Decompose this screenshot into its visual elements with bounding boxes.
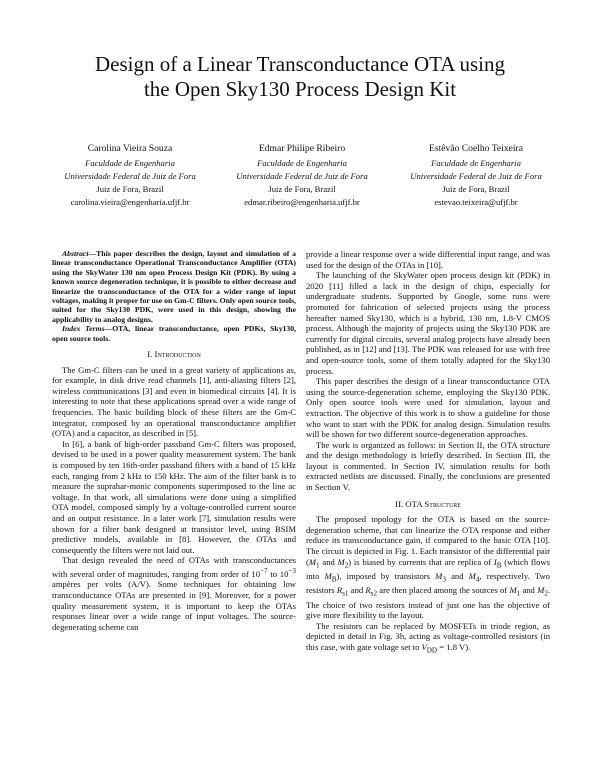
math-subscript: 4 xyxy=(475,575,480,584)
author-name: Estêvão Coelho Teixeira xyxy=(429,143,523,154)
intro-paragraph-6: The work is organized as follows: in Section II, the OTA structure and the design methodology is briefly described. In Section III, the layout is commented. In Section IV, simulation results for both extracted netlists are discussed. Finally, the conclusions are presented in Section V. xyxy=(306,439,550,493)
text-span: and xyxy=(348,585,366,596)
math-symbol: M xyxy=(308,556,317,567)
author-univ: Universidade Federal de Juiz de Fora xyxy=(236,171,368,181)
title-line-2: the Open Sky130 Process Design Kit xyxy=(143,77,457,101)
text-span: , respectively. Two resistors xyxy=(306,570,550,596)
math-subscript: 2 xyxy=(344,561,349,570)
intro-paragraph-2: In [6], a bank of high-order passband Gm-C filters was proposed, devised to be used in a power quality measurement system. The bank is composed by ten 16th-order passband filters with a band of 15 kHz each, ranging from 2 kHz to 150 kHz. The aim of the filter bank is to measure the suprahar-monic components superimposed to the line ac voltage. In that work, all simulations were done using a simplified OTA model, composed simply by a voltage-controlled current source and an output resistance. In a later work [7], simulation results were shown for a filter bank designed at transistor level, using BSIM predictive models, available in [8]. However, the OTAs and consequently the filters were not laid out. xyxy=(52,438,296,555)
text-span: That design revealed the need of OTAs with transconductances with several order of magnitudes, ranging from order of 10 xyxy=(52,555,296,579)
text-span: and xyxy=(319,556,338,567)
abstract-text: —This paper describes the design, layout and simulation of a linear transconductance Operational Transconductance Amplifier (OTA) using the SkyWater 130 nm open Process Design Kit (PDK). By using a known source degeneration technique, it is possible to either decrease and linearize the transconductance of the OTA for a wider range of input voltages, making it proper for use on Gm-C filters. Only open source tools, suited for the Sky130 PDK, were used in this design, showing the applicability to analog designs. xyxy=(52,249,296,324)
math-symbol: M xyxy=(468,570,476,581)
math-symbol: R xyxy=(365,585,371,596)
math-symbol: M xyxy=(537,585,545,596)
math-symbol: V xyxy=(421,641,427,652)
math-subscript: 1 xyxy=(316,561,320,570)
math-symbol: M xyxy=(435,570,443,581)
index-terms xyxy=(52,324,296,343)
math-subscript: s2 xyxy=(370,589,378,598)
text-span: The proposed topology for the OTA is based on the source-degeneration scheme, that can linearize the OTA response and either reduce its transconductance gain, if compared to the basic OTA [10]. The circuit is depicted in Fig. 1. Each transistor of the differential pair ( xyxy=(306,514,550,567)
math-subscript: 1 xyxy=(516,589,521,598)
abstract xyxy=(52,249,296,324)
text-span: ampères per volts (A/V). Some techniques for obtaining low transconductance OTAs are presented in [9]. Moreover, for a power quality measurement system, it is important to keep the OTAs responses linear over a wide range of input voltages. The source-degenerating scheme can xyxy=(52,579,296,632)
author-email: carolina.vieira@engenharia.ufjf.br xyxy=(70,197,190,207)
author-dept: Faculdade de Engenharia xyxy=(431,158,521,168)
index-terms-text: —OTA, linear transconductance, open PDKs, Sky130, open source tools. xyxy=(52,324,296,343)
exponent: −7 xyxy=(260,566,268,575)
text-span: ) is biased by currents that are replica of xyxy=(348,556,494,567)
author-block-2 xyxy=(212,142,392,209)
author-city: Juiz de Fora, Brazil xyxy=(268,184,336,194)
math-symbol: M xyxy=(324,570,332,581)
abstract-label: Abstract xyxy=(62,249,89,258)
intro-paragraph-1: The Gm-C filters can be used in a great variety of applications as, for example, in disk drive read channels [1], anti-aliasing filters [2], wireless communications [3] and even in biomedical circuits [4]. It is interesting to note that these applications spread over a wide range of frequencies. The basic building block of these filters are the Gm-C integrator, composed by an operational transconductance amplifier (OTA) and a capacitor, as described in [5]. xyxy=(52,364,296,439)
text-span: ), imposed by transistors xyxy=(336,570,436,581)
author-dept: Faculdade de Engenharia xyxy=(257,158,347,168)
right-column xyxy=(306,249,550,656)
author-name: Carolina Vieira Souza xyxy=(87,143,173,154)
section-heading-introduction: I. Introduction xyxy=(147,349,201,360)
author-univ: Universidade Federal de Juiz de Fora xyxy=(64,171,196,181)
math-subscript: B xyxy=(496,561,502,570)
index-terms-label: Index Terms xyxy=(62,324,105,334)
math-subscript: B xyxy=(331,575,337,584)
text-span: (which flows into xyxy=(306,556,550,581)
ota-paragraph-2 xyxy=(306,621,550,657)
math-subscript: 2 xyxy=(544,589,548,598)
ota-paragraph-1 xyxy=(306,514,550,621)
intro-paragraph-3-continued: provide a linear response over a wide differential input range, and was used for the design of the OTAs in [10]. xyxy=(306,249,550,270)
intro-paragraph-5: This paper describes the design of a linear transconductance OTA using the source-degeneration scheme, employing the Sky130 PDK. Only open source tools were used for simulation, layout and extraction. The objective of this work is to show a guideline for those who want to start with the PDK for analog design. Simulation results will be shown for two different source-degeneration approaches. xyxy=(306,376,550,440)
text-span: and xyxy=(520,585,538,596)
author-block-3 xyxy=(386,142,566,209)
author-email: estevao.teixeira@ufjf.br xyxy=(434,197,518,207)
text-span: and xyxy=(445,570,469,581)
author-name: Edmar Philipe Ribeiro xyxy=(258,143,346,154)
author-block-1 xyxy=(40,142,220,209)
math-subscript: 3 xyxy=(442,575,446,584)
section-heading-ota-structure: II. OTA Structure xyxy=(395,498,461,509)
author-univ: Universidade Federal de Juiz de Fora xyxy=(410,171,542,181)
math-symbol: M xyxy=(337,556,345,567)
intro-paragraph-3 xyxy=(52,555,296,632)
text-span: The resistors can be replaced by MOSFETs in triode region, as depicted in detail in Fig. 3h, acting as voltage-controlled resistors (in this case, with gate voltage set to xyxy=(306,620,550,652)
text-span: = 1.8 V). xyxy=(437,641,471,652)
math-symbol: R xyxy=(336,585,343,596)
title-line-1: Design of a Linear Transconductance OTA using xyxy=(94,52,506,76)
math-subscript: s1 xyxy=(342,589,349,598)
paper-title xyxy=(40,52,560,102)
author-city: Juiz de Fora, Brazil xyxy=(96,184,164,194)
author-email: edmar.ribeiro@engenharia.ufjf.br xyxy=(244,197,360,207)
text-span: . The choice of two resistors instead of just one has the objective of give more flexibility to the layout. xyxy=(306,585,550,621)
left-column xyxy=(52,249,296,632)
math-symbol: I xyxy=(493,556,497,567)
text-span: are then placed among the sources of xyxy=(377,585,510,596)
math-symbol: M xyxy=(509,585,517,596)
math-subscript: DD xyxy=(426,646,438,655)
author-dept: Faculdade de Engenharia xyxy=(85,158,175,168)
intro-paragraph-4: The launching of the SkyWater open process design kit (PDK) in 2020 [11] filled a lack in the design of chips, especially for undergraduate students. Supported by Google, some runs were promoted for fabrication of selected projects using the process hereafter named Sky130, which is a hybrid, 130 nm, 1.8-V CMOS process. Although the majority of projects using the Sky130 PDK are currently for digital circuits, several analog projects have already been published, as in [12] and [13]. The PDK was released for use with free and open-source tools, some of them totally adapted for the Sky130 process. xyxy=(306,270,550,376)
author-city: Juiz de Fora, Brazil xyxy=(442,184,510,194)
exponent: −3 xyxy=(288,566,296,575)
text-span: to 10 xyxy=(267,568,289,579)
